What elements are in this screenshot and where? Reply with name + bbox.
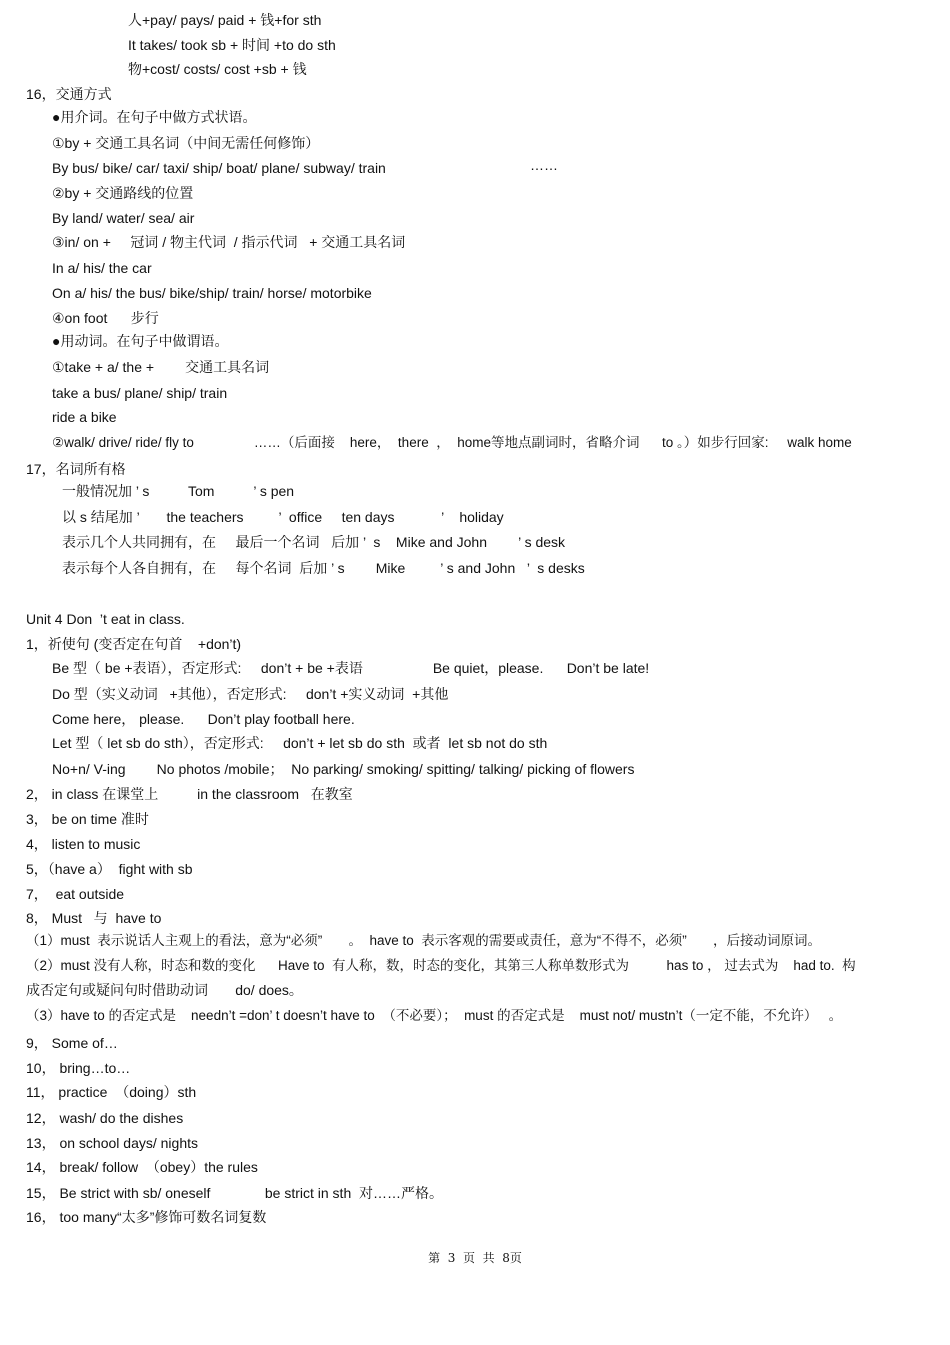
line-2: It takes/ took sb + 时间 +to do sth [128,37,336,53]
line-47: 14， break/ follow （obey）the rules [26,1159,258,1175]
line-40: 成否定句或疑问句时借助动词 do/ does。 [26,982,303,998]
line-17: ride a bike [52,409,117,425]
line-37: 8， Must 与 have to [26,910,162,926]
line-11: In a/ his/ the car [52,260,152,276]
line-48: 15， Be strict with sb/ oneself be strict in sth 对……严格。 [26,1185,444,1201]
page-footer: 第 3 页 共 8页 [428,1251,522,1265]
line-22: 表示几个人共同拥有，在 最后一个名词 后加 ’ s Mike and John ’ s desk [62,534,566,550]
line-18: ②walk/ drive/ ride/ fly to ……（后面接 here， there ， home等地点副词时，省略介词 to 。）如步行回家: walk home [52,435,852,450]
line-13: ④on foot 步行 [52,310,159,326]
line-8: ②by + 交通路线的位置 [52,185,194,201]
line-29: Come here， please. Don’t play football here. [52,711,355,727]
line-41: （3）have to 的否定式是 needn’t =don’ t doesn’t have to （不必要）； must 的否定式是 must not/ mustn’t（一定不能，不允许） 。 [26,1008,843,1023]
line-21: 以 s 结尾加 ’ the teachers ’ office ten days ’ holiday [62,509,504,525]
line-33: 3， be on time 准时 [26,811,149,827]
line-43: 10， bring…to… [26,1060,131,1076]
section-17-heading: 17，名词所有格 [26,461,126,477]
line-49: 16， too many“太多”修饰可数名词复数 [26,1209,267,1225]
line-38: （1）must 表示说话人主观上的看法，意为“必须” 。 have to 表示客观的需要或责任，意为“不得不，必须” ，后接动词原词。 [26,933,822,948]
line-23: 表示每个人各自拥有，在 每个名词 后加 ’ s Mike ’ s and John ’ s desks [62,560,585,576]
line-20: 一般情况加 ’ s Tom ’ s pen [62,483,295,499]
line-16: take a bus/ plane/ ship/ train [52,385,228,401]
line-27: Be 型（ be +表语），否定形式: don’t + be +表语 Be quiet，please. Don’t be late! [52,660,650,676]
line-7-ellipsis: …… [530,157,558,173]
line-10: ③in/ on + 冠词 / 物主代词 / 指示代词 + 交通工具名词 [52,234,406,250]
line-39: （2）must 没有人称，时态和数的变化 Have to 有人称，数，时态的变化，其第三人称单数形式为 has to ， 过去式为 had to. 构 [26,958,856,973]
unit-4-heading: Unit 4 Don ’t eat in class. [26,611,185,627]
line-9: By land/ water/ sea/ air [52,210,195,226]
line-30: Let 型（ let sb do sth），否定形式: don’t + let sb do sth 或者 let sb not do sth [52,735,548,751]
line-5: ●用介词。在句子中做方式状语。 [52,109,257,125]
line-12: On a/ his/ the bus/ bike/ship/ train/ horse/ motorbike [52,285,372,301]
section-16-heading: 16，交通方式 [26,86,112,102]
line-28: Do 型（实义动词 +其他），否定形式: don’t +实义动词 +其他 [52,686,449,702]
line-15: ①take + a/ the + 交通工具名词 [52,359,270,375]
line-35: 5，（have a） fight with sb [26,861,193,877]
line-42: 9， Some of… [26,1035,118,1051]
line-7: By bus/ bike/ car/ taxi/ ship/ boat/ plane/ subway/ train [52,160,386,176]
line-26: 1，祈使句 (变否定在句首 +don’t) [26,636,242,652]
line-14: ●用动词。在句子中做谓语。 [52,333,229,349]
line-45: 12， wash/ do the dishes [26,1110,184,1126]
line-1: 人+pay/ pays/ paid + 钱+for sth [128,12,322,28]
line-3: 物+cost/ costs/ cost +sb + 钱 [128,61,307,77]
line-34: 4， listen to music [26,836,141,852]
line-32: 2， in class 在课堂上 in the classroom 在教室 [26,786,353,802]
line-6: ①by + 交通工具名词（中间无需任何修饰） [52,135,320,151]
line-36: 7， eat outside [26,886,125,902]
line-31: No+n/ V-ing No photos /mobile； No parking/ smoking/ spitting/ talking/ picking of flowers [52,761,635,777]
line-46: 13， on school days/ nights [26,1135,198,1151]
line-44: 11， practice （doing）sth [26,1084,197,1100]
